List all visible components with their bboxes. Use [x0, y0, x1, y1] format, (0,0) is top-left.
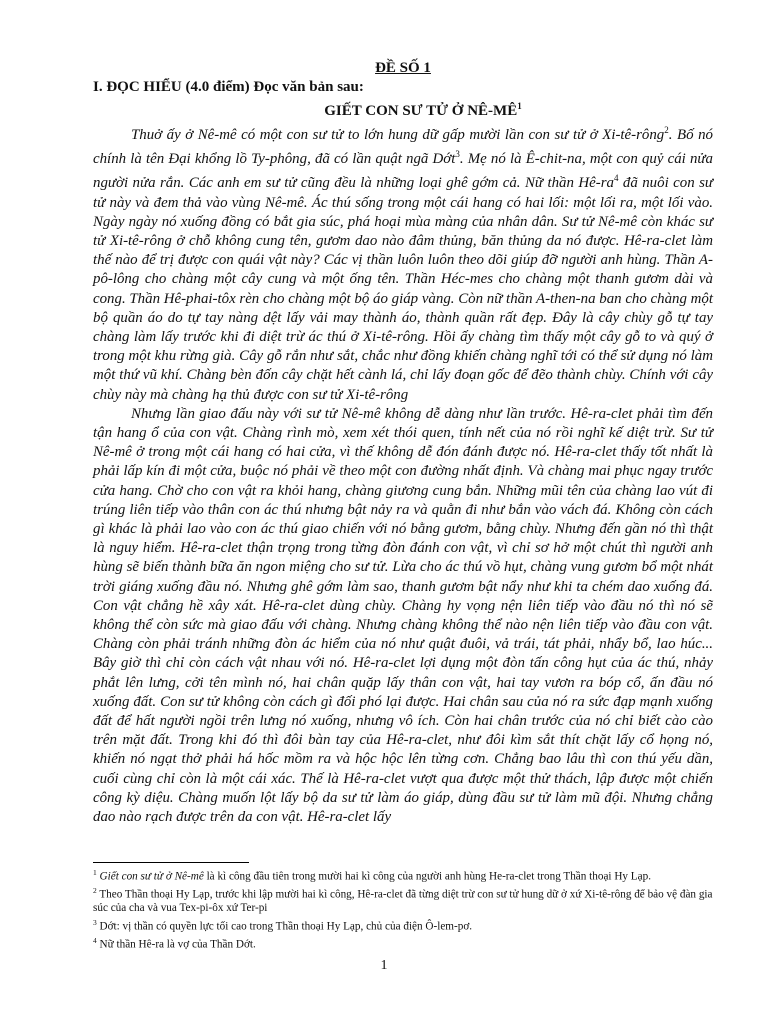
footnote-ref-3: 3 — [455, 149, 460, 160]
footnote-number: 2 — [93, 886, 97, 896]
page-number: 1 — [380, 958, 388, 973]
section-instruction: Đọc văn bản sau: — [253, 79, 364, 95]
footnote-2 — [93, 884, 713, 916]
footnote-3 — [93, 916, 713, 934]
section-heading — [93, 78, 713, 97]
paragraph-1-seg2: . Bố nó chính là tên Đại khổng lồ Ty-phông, đã có lần quật ngã Dớt — [93, 126, 713, 168]
footnote-number: 3 — [93, 917, 97, 927]
story-title-text: GIẾT CON SƯ TỬ Ở NÊ-MÊ — [324, 103, 518, 119]
footnote-1 — [93, 866, 713, 884]
section-label: I. ĐỌC HIỂU (4.0 điểm) — [93, 79, 250, 95]
story-body — [93, 121, 713, 827]
footnote-number: 4 — [93, 935, 97, 945]
footnote-ref-4: 4 — [613, 173, 619, 184]
footnote-divider — [93, 862, 249, 863]
paragraph-1 — [93, 121, 713, 405]
footnote-ref-2: 2 — [664, 125, 669, 135]
footnote-text: Dớt: vị thần có quyền lực tối cao trong Thần thoại Hy Lạp, chủ của điện Ô-lem-pơ. — [96, 920, 473, 933]
footnote-number: 1 — [93, 868, 97, 877]
footnote-4 — [93, 934, 713, 952]
paragraph-1-seg1: Thuở ấy ở Nê-mê có một con sư tử to lớn hung dữ gấp mười lần con sư tử ở Xi-tê-rông — [131, 126, 665, 143]
document-page — [93, 58, 713, 827]
paragraph-1-seg4: đã nuôi con sư tử này và đem thả vào vùng Nê-mê. Ác thú sống trong một cái hang có hai lối: một lối ra, một lối vào. Ngày ngày nó xuống đồng có bắt gia súc, phá hoại mùa màng của nhân dân. Sư tử Nê-mê còn khác sư tử Xi-tê-rông ở chỗ không cung tên, gươm dao nào đâm thủng, băn thủng da nó được. Hê-ra-clet làm thế nào để trị được con quái vật này? Các vị thần luôn luôn theo dõi giúp đỡ người anh hùng. Thần A-pô-lông cho chàng một cây cung và một ống tên. Thần Héc-mes cho chàng một thanh gươm dài và cong. Thần Hê-phai-tôx rèn cho chàng một bộ áo giáp vàng. Còn nữ thần A-then-na ban cho chàng một bộ quần áo do tự tay nàng dệt lấy vải may thành áo, thành quần rất đẹp. Đây là cây chùy gỗ tự tay chàng làm lấy trước khi đi diệt trừ ác thú ở Xi-tê-rông. Hồi ấy chàng tìm thấy một cây gỗ to và quý ở trong một khu rừng già. Cây gỗ rắn như sắt, chắc như đồng khiến chàng nghĩ tới có thể sử dụng nó làm một thứ vũ khí. Chàng bèn đốn cây chặt hết cành lá, chỉ lấy đoạn gốc để đẽo thành chùy. Chính với cây chùy này mà chàng hạ thủ được con sư tử Xi-tê-rông — [93, 175, 714, 403]
footnote-text: Theo Thần thoại Hy Lạp, trước khi lập mười hai kì công, Hê-ra-clet đã từng diệt trừ con sư tử hung dữ ở xứ Xi-tê-rông để bảo vệ đàn gia súc của cha và vua Tex-pi-ôx xứ Ter-pi — [93, 888, 713, 915]
paragraph-2: Nhưng lần giao đấu này với sư tử Nê-mê không dễ dàng như lần trước. Hê-ra-clet phải tìm đến tận hang ổ của con vật. Chàng rình mò, xem xét thói quen, tính nết của nó rồi nghĩ kế diệt trừ. Sư tử Nê-mê ở trong một cái hang có hai cửa, vì thế không dễ đón đánh được nó. Hê-ra-clet thấy tốt nhất là phải lấp kín đi một cửa, buộc nó phải về theo một con đường nhất định. Và chàng mai phục ngay trước cửa hang. Chờ cho con vật ra khỏi hang, chàng giương cung bắn. Những mũi tên của chàng lao vút đi trúng liên tiếp vào thân con ác thú nhưng bật nảy ra và quằn đi như bắn vào vách đá. Không còn cách gì khác là phải lao vào con ác thú giao chiến với nó bằng gươm, bằng chùy. Nhưng đến gần nó thì thật là nguy hiểm. Hê-ra-clet thận trọng trong từng đòn đánh con vật, vì chỉ sơ hở một chút thì người anh hùng sẽ biến thành bữa ăn ngon miệng cho sư tử. Lừa cho ác thú vồ hụt, chàng vung gươm bổ một nhát trời giáng xuống đầu nó. Nhưng ghê gớm làm sao, thanh gươm bật nẩy như khi ta chém dao xuống đá. Con vật chẳng hề xây xát. Hê-ra-clet dùng chùy. Chàng hy vọng nện liên tiếp vào đầu nó thì nó sẽ không thể còn sức mà giao đấu với chàng. Nhưng chàng không thể nào nện liên tiếp vào đầu con vật. Chàng còn phải tránh những đòn ác hiểm của nó như quật đuôi, vả trái, tát phải, nhẩy bổ, lao húc... Bây giờ thì chỉ còn cách vật nhau với nó. Hê-ra-clet lợi dụng một đòn tấn công hụt của ác thú, nhảy phắt lên lưng, cởi tên mình nó, hai chân quặp lấy thân con vật, hai tay vươn ra bóp cổ, ấn đầu nó xuống đất. Con sư tử không còn cách gì đối phó lại được. Hai chân sau của nó ra sức đạp mạnh xuống đất để hất người ngồi trên lưng nó xuống, nhưng vô ích. Còn hai chân trước của nó chỉ biết cào cào trên mặt đất. Trong khi đó thì đôi bàn tay của Hê-ra-clet, như đôi kìm sắt thít chặt lấy cổ họng nó, khiến nó ngạt thở phải há hốc mồm ra và hộc hộc lên từng cơn. Chẳng bao lâu thì con thú yếu dần, cuối cùng chỉ còn là một cái xác. Thế là Hê-ra-clet vượt qua được một thử thách, lập được một chiến công kỳ diệu. Chàng muốn lột lấy bộ da sư tử làm áo giáp, dùng đầu sư tử làm mũ đội. Nhưng chẳng dao nào rạch được trên da con vật. Hê-ra-clet lấy — [93, 405, 713, 826]
footnote-text: là kì công đầu tiên trong mười hai kì công của người anh hùng He-ra-clet trong Thần thoại Hy Lạp. — [203, 870, 651, 883]
footnote-italic: Giết con sư tử ở Nê-mê — [99, 870, 204, 883]
story-title — [93, 97, 713, 121]
footnotes — [93, 866, 713, 952]
story-title-footnote-ref: 1 — [517, 101, 522, 111]
paragraph-1-seg3: . Mẹ nó là Ê-chit-na, một con quỷ cái nửa người nửa rắn. Các anh em sư tử cũng đều là những loại ghê gớm cả. Nữ thần Hê-ra — [93, 151, 713, 192]
footnote-text: Nữ thần Hê-ra là vợ của Thần Dớt. — [96, 938, 256, 951]
exam-title: ĐỀ SỐ 1 — [375, 60, 431, 76]
